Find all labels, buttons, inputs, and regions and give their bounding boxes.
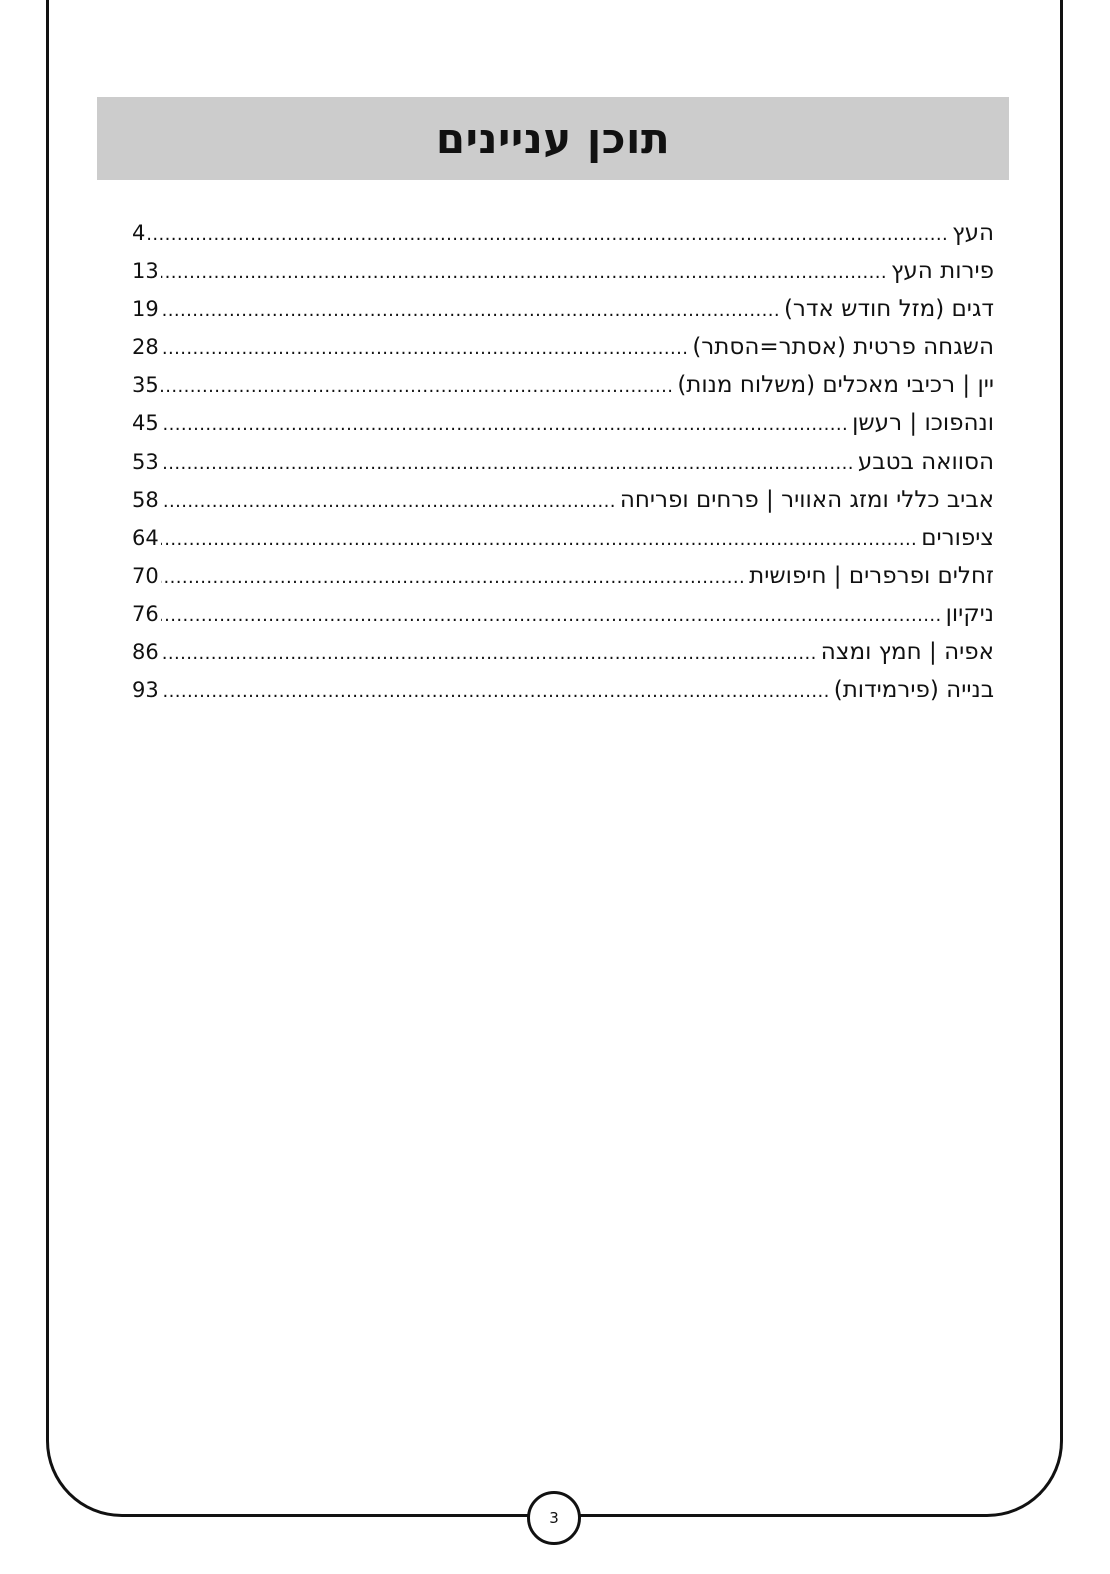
toc-entry[interactable]	[132, 296, 994, 334]
toc-entry-title: השגחה פרטית (אסתר=הסתר)	[692, 334, 994, 361]
toc-entry-page: 13	[132, 259, 159, 284]
toc-entry[interactable]	[132, 525, 994, 563]
toc-entry-title: דגים (מזל חודש אדר)	[783, 296, 994, 323]
page-title: תוכן עניינים	[435, 114, 671, 163]
toc-dot-leader	[161, 262, 887, 283]
toc-dot-leader	[147, 224, 948, 245]
toc-dot-leader	[161, 453, 854, 474]
title-banner	[97, 97, 1009, 180]
toc-entry-title: בנייה (פירמידות)	[833, 677, 994, 704]
toc-entry-page: 4	[132, 221, 146, 245]
toc-dot-leader	[161, 376, 674, 397]
toc-entry-title: ציפורים	[921, 524, 994, 551]
toc-entry-title: פירות העץ	[890, 258, 994, 285]
toc-entry-page: 58	[132, 487, 159, 512]
toc-dot-leader	[161, 605, 942, 626]
toc-entry[interactable]	[132, 410, 994, 448]
toc-entry[interactable]	[132, 677, 994, 715]
toc-dot-leader	[161, 529, 917, 550]
toc-entry-title: ניקיון	[945, 600, 994, 627]
toc-entry-page: 76	[132, 601, 159, 626]
toc-entry-title: הסוואה בטבע	[857, 448, 994, 475]
toc-entry[interactable]	[132, 487, 994, 525]
toc-dot-leader	[161, 300, 780, 321]
toc-entry[interactable]	[132, 372, 994, 410]
toc-entry-title: יין | רכיבי מאכלים (משלוח מנות)	[677, 372, 994, 399]
toc-dot-leader	[161, 643, 817, 664]
page-number: 3	[549, 1509, 559, 1527]
toc-dot-leader	[161, 567, 745, 588]
toc-entry[interactable]	[132, 601, 994, 639]
toc-dot-leader	[161, 491, 616, 512]
toc-entry-title: אפיה | חמץ ומצה	[820, 639, 994, 666]
toc-entry-title: אביב כללי ומזג האוויר | פרחים ופריחה	[619, 486, 994, 513]
toc-dot-leader	[161, 414, 848, 435]
toc-dot-leader	[161, 681, 830, 702]
toc-entry[interactable]	[132, 334, 994, 372]
toc-entry-page: 53	[132, 449, 159, 474]
toc-entry[interactable]	[132, 449, 994, 487]
toc-entry[interactable]	[132, 258, 994, 296]
toc-entry-title: זחלים ופרפרים | חיפושית	[749, 562, 994, 589]
toc-entry-page: 28	[132, 335, 159, 360]
toc-entry-title: העץ	[952, 220, 994, 246]
table-of-contents	[132, 220, 994, 715]
toc-entry[interactable]	[132, 639, 994, 677]
toc-entry-page: 35	[132, 373, 159, 398]
toc-entry-page: 70	[132, 563, 159, 588]
toc-dot-leader	[161, 338, 689, 359]
toc-entry-title: ונהפוכו | רעשן	[852, 410, 994, 437]
toc-entry[interactable]	[132, 220, 994, 258]
toc-entry-page: 45	[132, 411, 159, 436]
toc-entry-page: 19	[132, 297, 159, 322]
toc-entry[interactable]	[132, 563, 994, 601]
toc-entry-page: 64	[132, 525, 159, 550]
toc-entry-page: 86	[132, 640, 159, 665]
page-number-badge	[527, 1491, 581, 1545]
toc-entry-page: 93	[132, 678, 159, 703]
